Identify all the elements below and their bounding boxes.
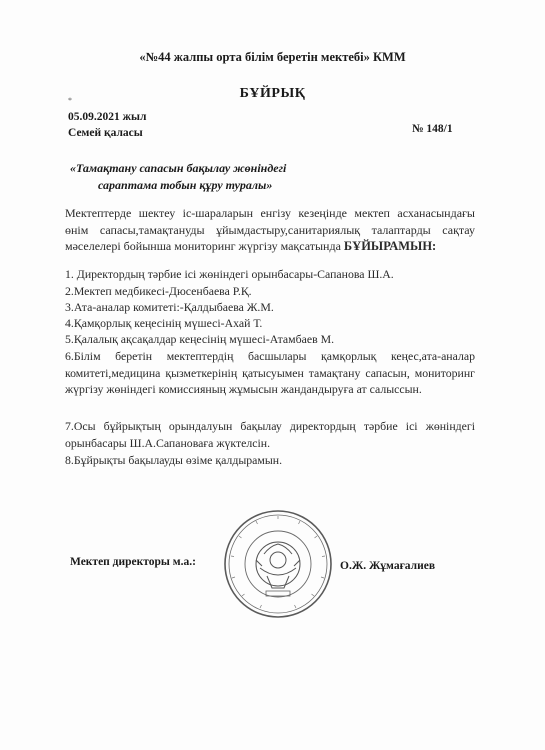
- list-item-6: 6.Білім беретін мектептердің басшылары қамқорлық кеңес,ата-аналар комитеті,медицина қызметкерінің қатысуымен тамақтану сапасын, мониторинг жүргізу жөніндегі комиссияның жұмысын жандандыруға ат салыссын.: [65, 349, 475, 396]
- order-subject-line1: «Тамақтану сапасын бақылау жөніндегі: [70, 161, 287, 175]
- intro-text: Мектептерде шектеу іс-шараларын енгізу кезеңінде мектеп асханасындағы өнім сапасы,тамақтануды ұйымдастыру,санитариялық талаптарды сақтау мәселелері бойынша мониторинг жүргізу мақсатында: [65, 206, 475, 253]
- signature-name: О.Ж. Жұмағалиев: [340, 560, 436, 572]
- signature-role: Мектеп директоры м.а.:: [70, 556, 196, 568]
- document-title: БҰЙРЫҚ: [239, 86, 306, 101]
- order-city: Семей қаласы: [68, 127, 143, 139]
- list-item-5: 5.Қалалық ақсақалдар кеңесінің мүшесі-Атамбаев М.: [65, 332, 335, 346]
- order-number: № 148/1: [412, 123, 453, 135]
- list-item-1: 1. Директордың тәрбие ісі жөніндегі орынбасары-Сапанова Ш.А.: [65, 267, 394, 281]
- intro-paragraph: [65, 205, 475, 255]
- list-item-8: 8.Бұйрықты бақылауды өзіме қалдырамын.: [65, 453, 283, 467]
- intro-command: БҰЙЫРАМЫН:: [343, 239, 437, 253]
- scan-mark: *: [68, 96, 72, 105]
- order-subject-line2: сараптама тобын құру туралы»: [98, 178, 273, 192]
- organization-name: «№44 жалпы орта білім беретін мектебі» КММ: [139, 50, 406, 64]
- official-stamp: [222, 508, 334, 620]
- list-item-4: 4.Қамқорлық кеңесінің мүшесі-Ахай Т.: [65, 316, 263, 330]
- list-item-7: 7.Осы бұйрықтың орындалуын бақылау директордың тәрбие ісі жөніндегі орынбасары Ш.А.Сапановаға жүктелсін.: [65, 419, 475, 450]
- order-date: 05.09.2021 жыл: [68, 111, 147, 123]
- list-item-3: 3.Ата-аналар комитеті:-Қалдыбаева Ж.М.: [65, 300, 274, 314]
- list-item-2: 2.Мектеп медбикесі-Дюсенбаева Р.Қ.: [65, 284, 252, 298]
